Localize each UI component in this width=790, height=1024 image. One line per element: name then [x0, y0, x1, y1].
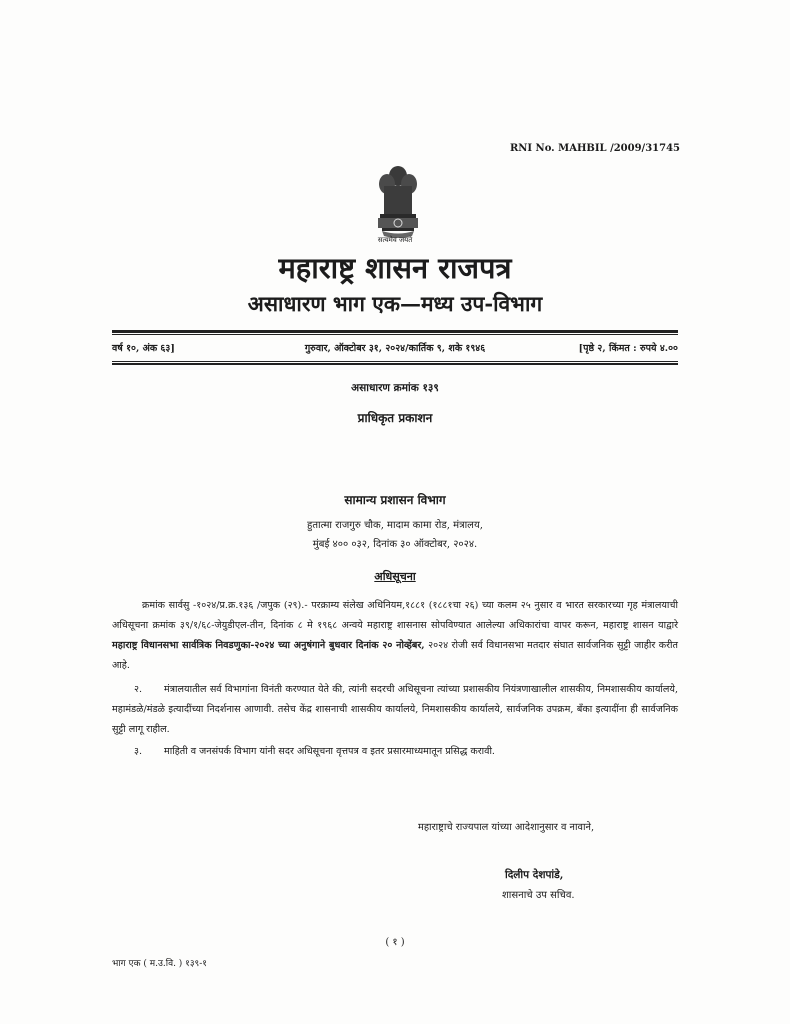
para3-text: माहिती व जनसंपर्क विभाग यांनी सदर अधिसूचना वृत्तपत्र व इतर प्रसारमाध्यमातून प्रसिद्ध करावी. [164, 746, 495, 757]
issue-date: गुरुवार, ऑक्टोबर ३१, २०२४/कार्तिक ९, शके १९४६ [304, 343, 486, 354]
department-name: सामान्य प्रशासन विभाग [344, 493, 446, 507]
footer-code: भाग एक ( म.उ.वि. ) १३९-१ [112, 959, 207, 969]
para2-text: मंत्रालयातील सर्व विभागांना विनंती करण्यात येते की, त्यांनी सदरची अधिसूचना त्यांच्या प्रशासकीय नियंत्रणाखालील शासकीय, निमशासकीय कार्यालये, महामंडळे/मंडळे इत्यादींच्या निदर्शनास आणावी. तसेच केंद्र शासनाची शासकीय कार्यालये, निमशासकीय कार्यालये, सार्वजनिक उपक्रम, बँका इत्यादींना ही सार्वजनिक सुट्टी लागू राहील. [112, 684, 678, 735]
signer-designation: शासनाचे उप सचिव. [502, 890, 575, 901]
para1-text-b: २०२४ रोजी सर्व विधानसभा मतदार संघात सार्वजनिक सुट्टी जाहीर करीत आहे. [112, 640, 678, 671]
volume-issue: वर्ष १०, अंक ६३] [112, 343, 175, 354]
pages-price: [पृष्ठे २, किंमत : रुपये ४.०० [578, 343, 678, 354]
notification-paragraph-3 [112, 742, 678, 762]
signer-name: दिलीप देशपांडे, [505, 869, 564, 881]
para2-number: २. [133, 684, 143, 695]
extraordinary-number: असाधारण क्रमांक १३९ [351, 382, 439, 394]
notification-paragraph-1 [112, 596, 678, 676]
bottom-rule-thin [112, 361, 678, 362]
notification-paragraph-2 [112, 680, 678, 740]
top-rule [112, 330, 678, 333]
gazette-subtitle: असाधारण भाग एक—मध्य उप-विभाग [247, 291, 543, 316]
top-rule-thin [112, 334, 678, 335]
para1-text-a: क्रमांक सार्वसु -१०२४/प्र.क्र.१३६ /जपुक (२९).- परक्राम्य संलेख अधिनियम,१८८१ (१८८१चा २६) च्या कलम २५ नुसार व भारत सरकारच्या गृह मंत्रालयाची अधिसूचना क्रमांक ३९/१/६८-जेयुडीएल-तीन, दिनांक ८ मे १९६८ अन्वये महाराष्ट्र शासनास सोपविण्यात आलेल्या अधिकारांचा वापर करून, महाराष्ट्र शासन याद्वारे [112, 600, 678, 631]
rni-number: RNI No. MAHBIL /2009/31745 [509, 143, 680, 154]
bottom-rule [112, 363, 678, 365]
para1-text-bold: महाराष्ट्र विधानसभा सार्वत्रिक निवडणुका-२०२४ च्या अनुषंगाने बुधवार दिनांक २० नोव्हेंबर, [112, 640, 425, 651]
para3-number: ३. [133, 746, 143, 757]
department-address-line1: हुतात्मा राजगुरु चौक, मादाम कामा रोड, मंत्रालय, [307, 520, 483, 531]
gazette-title: महाराष्ट्र शासन राजपत्र [278, 251, 512, 285]
page-number: ( १ ) [385, 937, 405, 948]
order-line: महाराष्ट्राचे राज्यपाल यांच्या आदेशानुसार व नावाने, [418, 822, 595, 833]
notification-heading: अधिसूचना [374, 570, 416, 583]
department-address-line2: मुंबई ४०० ०३२, दिनांक ३० ऑक्टोबर, २०२४. [312, 539, 478, 550]
authorised-publication: प्राधिकृत प्रकाशन [357, 411, 433, 425]
emblem-motto: सत्यमेव जयते [377, 236, 413, 244]
